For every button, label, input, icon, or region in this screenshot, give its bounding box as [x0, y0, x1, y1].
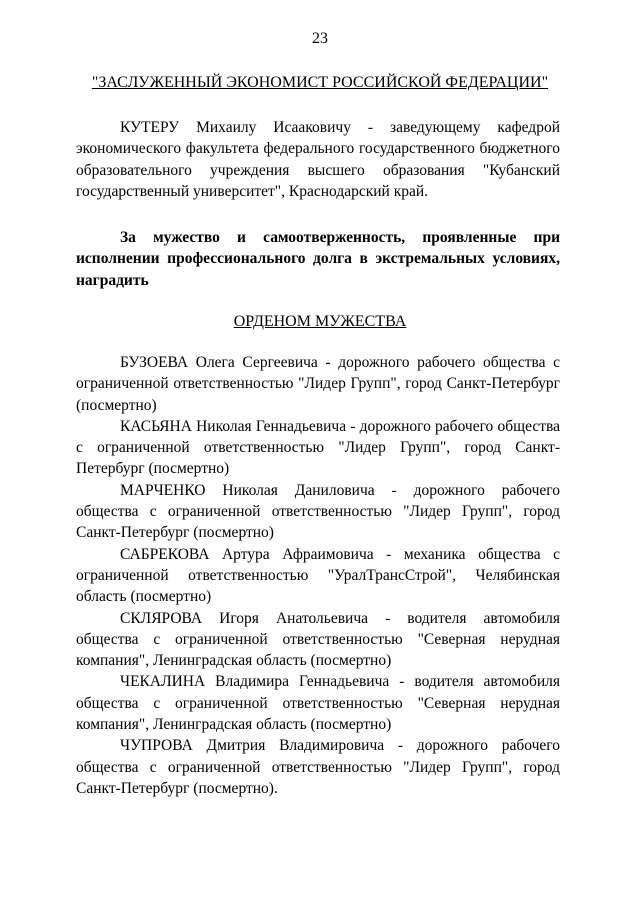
page-number: 23: [312, 30, 328, 47]
awardee-entry: ЧЕКАЛИНА Владимира Геннадьевича - водителя автомобиля общества с ограниченной ответственностью "Северная нерудная компания", Ленинградская область (посмертно): [76, 673, 560, 734]
awardee-entry: БУЗОЕВА Олега Сергеевича - дорожного рабочего общества с ограниченной ответственностью "Лидер Групп", город Санкт-Петербург (посмертно): [76, 354, 560, 414]
decree-paragraph: За мужество и самоотверженность, проявленные при исполнении профессионального долга в экстремальных условиях, наградить: [76, 229, 560, 289]
awardee-entry: КАСЬЯНА Николая Геннадьевича - дорожного рабочего общества с ограниченной ответственностью "Лидер Групп", город Санкт-Петербург (посмертно): [76, 417, 560, 478]
award-heading: ОРДЕНОМ МУЖЕСТВА: [233, 313, 407, 330]
award-recipient-paragraph: КУТЕРУ Михаилу Исааковичу - заведующему кафедрой экономического факультета федерального государственного бюджетного образовательного учреждения высшего образования "Кубанский государственный университет", Краснодарский край.: [76, 119, 560, 200]
awardee-list: [76, 352, 560, 799]
awardee-entry: ЧУПРОВА Дмитрия Владимировича - дорожного рабочего общества с ограниченной ответственностью "Лидер Групп", город Санкт-Петербург (посмертно).: [76, 737, 560, 797]
section-heading: "ЗАСЛУЖЕННЫЙ ЭКОНОМИСТ РОССИЙСКОЙ ФЕДЕРАЦИИ": [91, 74, 549, 91]
awardee-entry: МАРЧЕНКО Николая Даниловича - дорожного рабочего общества с ограниченной ответственностью "Лидер Групп", город Санкт-Петербург (посмертно): [76, 481, 560, 542]
awardee-entry: СКЛЯРОВА Игоря Анатольевича - водителя автомобиля общества с ограниченной ответственностью "Северная нерудная компания", Ленинградская область (посмертно): [76, 609, 560, 670]
awardee-entry: САБРЕКОВА Артура Афраимовича - механика общества с ограниченной ответственностью "УралТрансСтрой", Челябинская область (посмертно): [76, 545, 560, 606]
